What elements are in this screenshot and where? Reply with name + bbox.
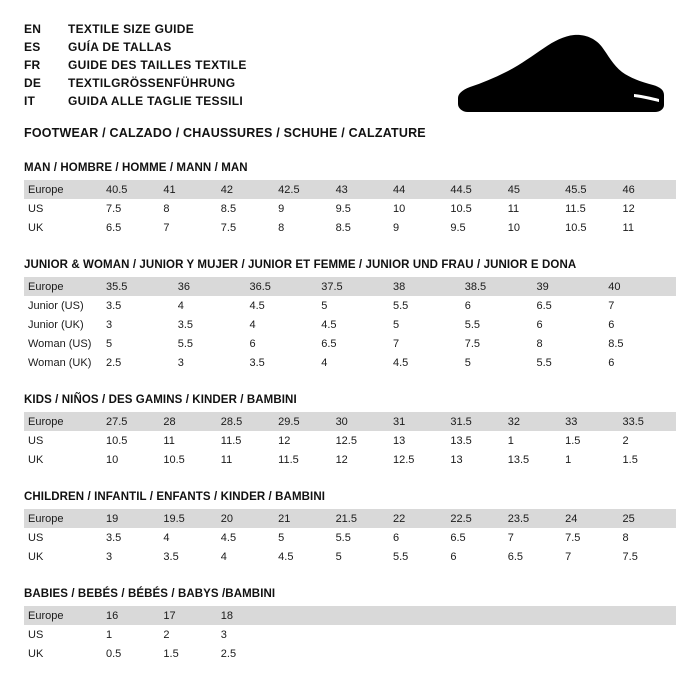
cell: 5 <box>335 550 342 563</box>
section-title: KIDS / NIÑOS / DES GAMINS / KINDER / BAMBINI <box>24 394 297 406</box>
section-children <box>24 491 676 566</box>
cell: 5 <box>106 337 113 350</box>
row-label: US <box>28 202 44 215</box>
size-table-kids <box>24 412 676 469</box>
cell: 6.5 <box>321 337 337 350</box>
cell: 11.5 <box>565 202 586 215</box>
row-label: Europe <box>24 180 102 199</box>
cell: 4 <box>220 550 227 563</box>
cell: 3.5 <box>249 356 265 369</box>
table-row <box>24 334 676 353</box>
cell: 8.5 <box>220 202 237 215</box>
row-label: Junior (US) <box>28 299 84 312</box>
cell <box>332 625 389 644</box>
cell: 4 <box>321 356 328 369</box>
cell: 4 <box>177 299 184 312</box>
cell: 32 <box>504 412 561 431</box>
section-title: MAN / HOMBRE / HOMME / MANN / MAN <box>24 162 248 174</box>
cell: 38.5 <box>461 277 533 296</box>
cell: 6 <box>249 337 256 350</box>
row-label: US <box>28 531 44 544</box>
cell: 6.5 <box>106 221 122 234</box>
cell <box>561 606 618 625</box>
cell: 3 <box>106 550 113 563</box>
cell: 13.5 <box>450 434 472 447</box>
cell: 5.5 <box>392 550 409 563</box>
cell: 42.5 <box>274 180 331 199</box>
cell: 1 <box>507 434 514 447</box>
table-row <box>24 353 676 372</box>
cell: 6 <box>450 550 457 563</box>
cell: 29.5 <box>274 412 331 431</box>
cell: 36.5 <box>246 277 318 296</box>
dress-shoe-icon <box>450 32 670 118</box>
cell: 1.5 <box>163 647 179 660</box>
cell: 3.5 <box>163 550 179 563</box>
cell: 19.5 <box>159 509 216 528</box>
cell: 12 <box>335 453 348 466</box>
table-row <box>24 547 676 566</box>
cell <box>446 606 503 625</box>
row-label: UK <box>28 647 44 660</box>
row-label: Woman (US) <box>28 337 92 350</box>
cell: 6 <box>536 318 543 331</box>
cell: 10.5 <box>565 221 587 234</box>
cell: 17 <box>159 606 216 625</box>
row-label: Europe <box>24 606 102 625</box>
cell: 0.5 <box>106 647 122 660</box>
cell: 38 <box>389 277 461 296</box>
cell: 12.5 <box>392 453 415 466</box>
section-title: JUNIOR & WOMAN / JUNIOR Y MUJER / JUNIOR ET FEMME / JUNIOR UND FRAU / JUNIOR E DONA <box>24 259 577 271</box>
cell <box>332 644 389 663</box>
row-label: Europe <box>24 412 102 431</box>
language-title: GUÍA DE TALLAS <box>68 40 172 54</box>
language-title: GUIDA ALLE TAGLIE TESSILI <box>68 94 244 108</box>
cell: 30 <box>332 412 389 431</box>
cell: 27.5 <box>102 412 159 431</box>
cell: 31.5 <box>446 412 503 431</box>
section-man <box>24 162 676 237</box>
cell: 8 <box>278 221 285 234</box>
cell: 5.5 <box>177 337 194 350</box>
cell: 23.5 <box>504 509 561 528</box>
cell: 13.5 <box>507 453 530 466</box>
cell: 4.5 <box>249 299 265 312</box>
cell: 28.5 <box>217 412 274 431</box>
cell: 6.5 <box>507 550 524 563</box>
cell <box>274 606 331 625</box>
cell: 7.5 <box>220 221 237 234</box>
row-label: Woman (UK) <box>28 356 92 369</box>
table-row <box>24 431 676 450</box>
row-label: UK <box>28 453 44 466</box>
cell: 5.5 <box>393 299 409 312</box>
section-junior-woman <box>24 259 676 372</box>
cell: 8.5 <box>335 221 351 234</box>
cell: 3 <box>177 356 184 369</box>
row-label: Junior (UK) <box>28 318 84 331</box>
cell: 39 <box>533 277 605 296</box>
cell: 12 <box>278 434 291 447</box>
cell: 5 <box>464 356 471 369</box>
row-label: US <box>28 434 44 447</box>
cell: 11.5 <box>278 453 299 466</box>
cell: 10 <box>392 202 406 215</box>
table-row <box>24 509 676 528</box>
cell: 5.5 <box>464 318 481 331</box>
cell <box>389 606 446 625</box>
section-babies <box>24 588 676 663</box>
table-row <box>24 296 676 315</box>
cell: 24 <box>561 509 618 528</box>
cell: 5.5 <box>335 531 351 544</box>
language-code: DE <box>24 76 42 90</box>
cell: 12.5 <box>335 434 357 447</box>
cell: 6 <box>608 318 615 331</box>
cell: 3 <box>220 628 227 641</box>
cell: 10.5 <box>163 453 185 466</box>
cell: 7 <box>565 550 572 563</box>
cell: 6 <box>464 299 471 312</box>
cell: 44 <box>389 180 446 199</box>
cell <box>274 644 331 663</box>
cell <box>504 644 561 663</box>
cell: 5.5 <box>536 356 552 369</box>
cell: 13 <box>392 434 406 447</box>
cell: 7 <box>608 299 615 312</box>
size-table-babies <box>24 606 676 663</box>
cell: 11 <box>507 202 520 215</box>
cell: 4.5 <box>278 550 294 563</box>
cell: 28 <box>159 412 216 431</box>
section-title: CHILDREN / INFANTIL / ENFANTS / KINDER / BAMBINI <box>24 491 326 503</box>
cell: 11.5 <box>220 434 242 447</box>
cell: 42 <box>217 180 274 199</box>
cell: 45.5 <box>561 180 618 199</box>
size-table-man <box>24 180 676 237</box>
size-table-children <box>24 509 676 566</box>
cell: 11 <box>220 453 233 466</box>
cell <box>619 644 676 663</box>
cell: 5 <box>278 531 285 544</box>
cell: 22.5 <box>446 509 503 528</box>
cell <box>561 625 618 644</box>
cell: 9.5 <box>335 202 351 215</box>
cell: 7.5 <box>565 531 581 544</box>
table-row <box>24 450 676 469</box>
cell: 1 <box>106 628 113 641</box>
language-code: EN <box>24 22 42 36</box>
cell: 3.5 <box>177 318 194 331</box>
cell: 4 <box>163 531 170 544</box>
cell: 43 <box>332 180 389 199</box>
cell: 10 <box>106 453 119 466</box>
cell: 16 <box>102 606 159 625</box>
cell: 44.5 <box>446 180 503 199</box>
table-row <box>24 277 676 296</box>
cell: 12 <box>622 202 635 215</box>
language-title: TEXTILGRÖSSENFÜHRUNG <box>68 76 236 90</box>
cell: 8.5 <box>608 337 624 350</box>
cell: 1.5 <box>565 434 581 447</box>
language-title: TEXTILE SIZE GUIDE <box>68 22 195 36</box>
cell <box>332 606 389 625</box>
language-code: IT <box>24 94 36 108</box>
cell: 33 <box>561 412 618 431</box>
cell: 4.5 <box>393 356 409 369</box>
cell <box>619 625 676 644</box>
cell: 21 <box>274 509 331 528</box>
cell: 2 <box>622 434 629 447</box>
cell: 7 <box>507 531 514 544</box>
cell: 11 <box>163 434 175 447</box>
cell: 5 <box>321 299 328 312</box>
table-row <box>24 528 676 547</box>
cell: 8 <box>536 337 543 350</box>
cell: 10.5 <box>106 434 128 447</box>
cell: 7.5 <box>622 550 638 563</box>
language-code: ES <box>24 40 41 54</box>
row-label: UK <box>28 221 44 234</box>
cell <box>389 644 446 663</box>
language-title: GUIDE DES TAILLES TEXTILE <box>68 58 247 72</box>
cell: 10 <box>507 221 520 234</box>
table-row <box>24 218 676 237</box>
cell: 8 <box>163 202 170 215</box>
cell: 18 <box>217 606 274 625</box>
table-row <box>24 606 676 625</box>
section-title: BABIES / BEBÉS / BÉBÉS / BABYS /BAMBINI <box>24 588 276 600</box>
cell: 6.5 <box>536 299 552 312</box>
cell: 4.5 <box>321 318 337 331</box>
cell: 2.5 <box>106 356 122 369</box>
cell: 3.5 <box>106 531 122 544</box>
cell: 20 <box>217 509 274 528</box>
cell: 21.5 <box>332 509 389 528</box>
cell: 8 <box>622 531 629 544</box>
cell <box>274 625 331 644</box>
cell: 22 <box>389 509 446 528</box>
section-kids <box>24 394 676 469</box>
cell <box>561 644 618 663</box>
cell: 40.5 <box>102 180 159 199</box>
table-row <box>24 625 676 644</box>
size-table-junior-woman <box>24 277 676 372</box>
cell: 9 <box>278 202 285 215</box>
cell: 1.5 <box>622 453 638 466</box>
cell: 9 <box>392 221 400 234</box>
cell: 4.5 <box>220 531 237 544</box>
cell: 5 <box>393 318 400 331</box>
cell: 3 <box>106 318 113 331</box>
language-code: FR <box>24 58 41 72</box>
cell: 13 <box>450 453 463 466</box>
table-row <box>24 644 676 663</box>
cell: 41 <box>159 180 216 199</box>
cell: 1 <box>565 453 572 466</box>
cell: 2.5 <box>220 647 237 660</box>
cell: 46 <box>619 180 676 199</box>
cell: 4 <box>249 318 256 331</box>
cell: 36 <box>174 277 246 296</box>
cell: 6 <box>392 531 400 544</box>
document-header <box>24 22 676 140</box>
cell: 2 <box>163 628 170 641</box>
cell: 25 <box>619 509 676 528</box>
cell: 7.5 <box>464 337 481 350</box>
row-label: UK <box>28 550 44 563</box>
cell: 7.5 <box>106 202 122 215</box>
row-label: US <box>28 628 44 641</box>
cell: 9.5 <box>450 221 466 234</box>
cell: 35.5 <box>102 277 174 296</box>
cell: 10.5 <box>450 202 472 215</box>
cell: 45 <box>504 180 561 199</box>
cell <box>619 606 676 625</box>
cell: 6 <box>608 356 615 369</box>
cell <box>389 625 446 644</box>
cell: 6.5 <box>450 531 466 544</box>
cell: 31 <box>389 412 446 431</box>
cell: 37.5 <box>317 277 389 296</box>
cell: 7 <box>393 337 400 350</box>
cell: 33.5 <box>619 412 676 431</box>
row-label: Europe <box>24 277 102 296</box>
cell: 19 <box>102 509 159 528</box>
cell: 11 <box>622 221 634 234</box>
row-label: Europe <box>24 509 102 528</box>
cell: 7 <box>163 221 170 234</box>
cell: 3.5 <box>106 299 122 312</box>
cell: 40 <box>604 277 676 296</box>
category-heading: FOOTWEAR / CALZADO / CHAUSSURES / SCHUHE / CALZATURE <box>24 126 426 140</box>
cell <box>446 625 503 644</box>
table-row <box>24 180 676 199</box>
cell <box>446 644 503 663</box>
cell <box>504 625 561 644</box>
table-row <box>24 412 676 431</box>
table-row <box>24 315 676 334</box>
cell <box>504 606 561 625</box>
table-row <box>24 199 676 218</box>
